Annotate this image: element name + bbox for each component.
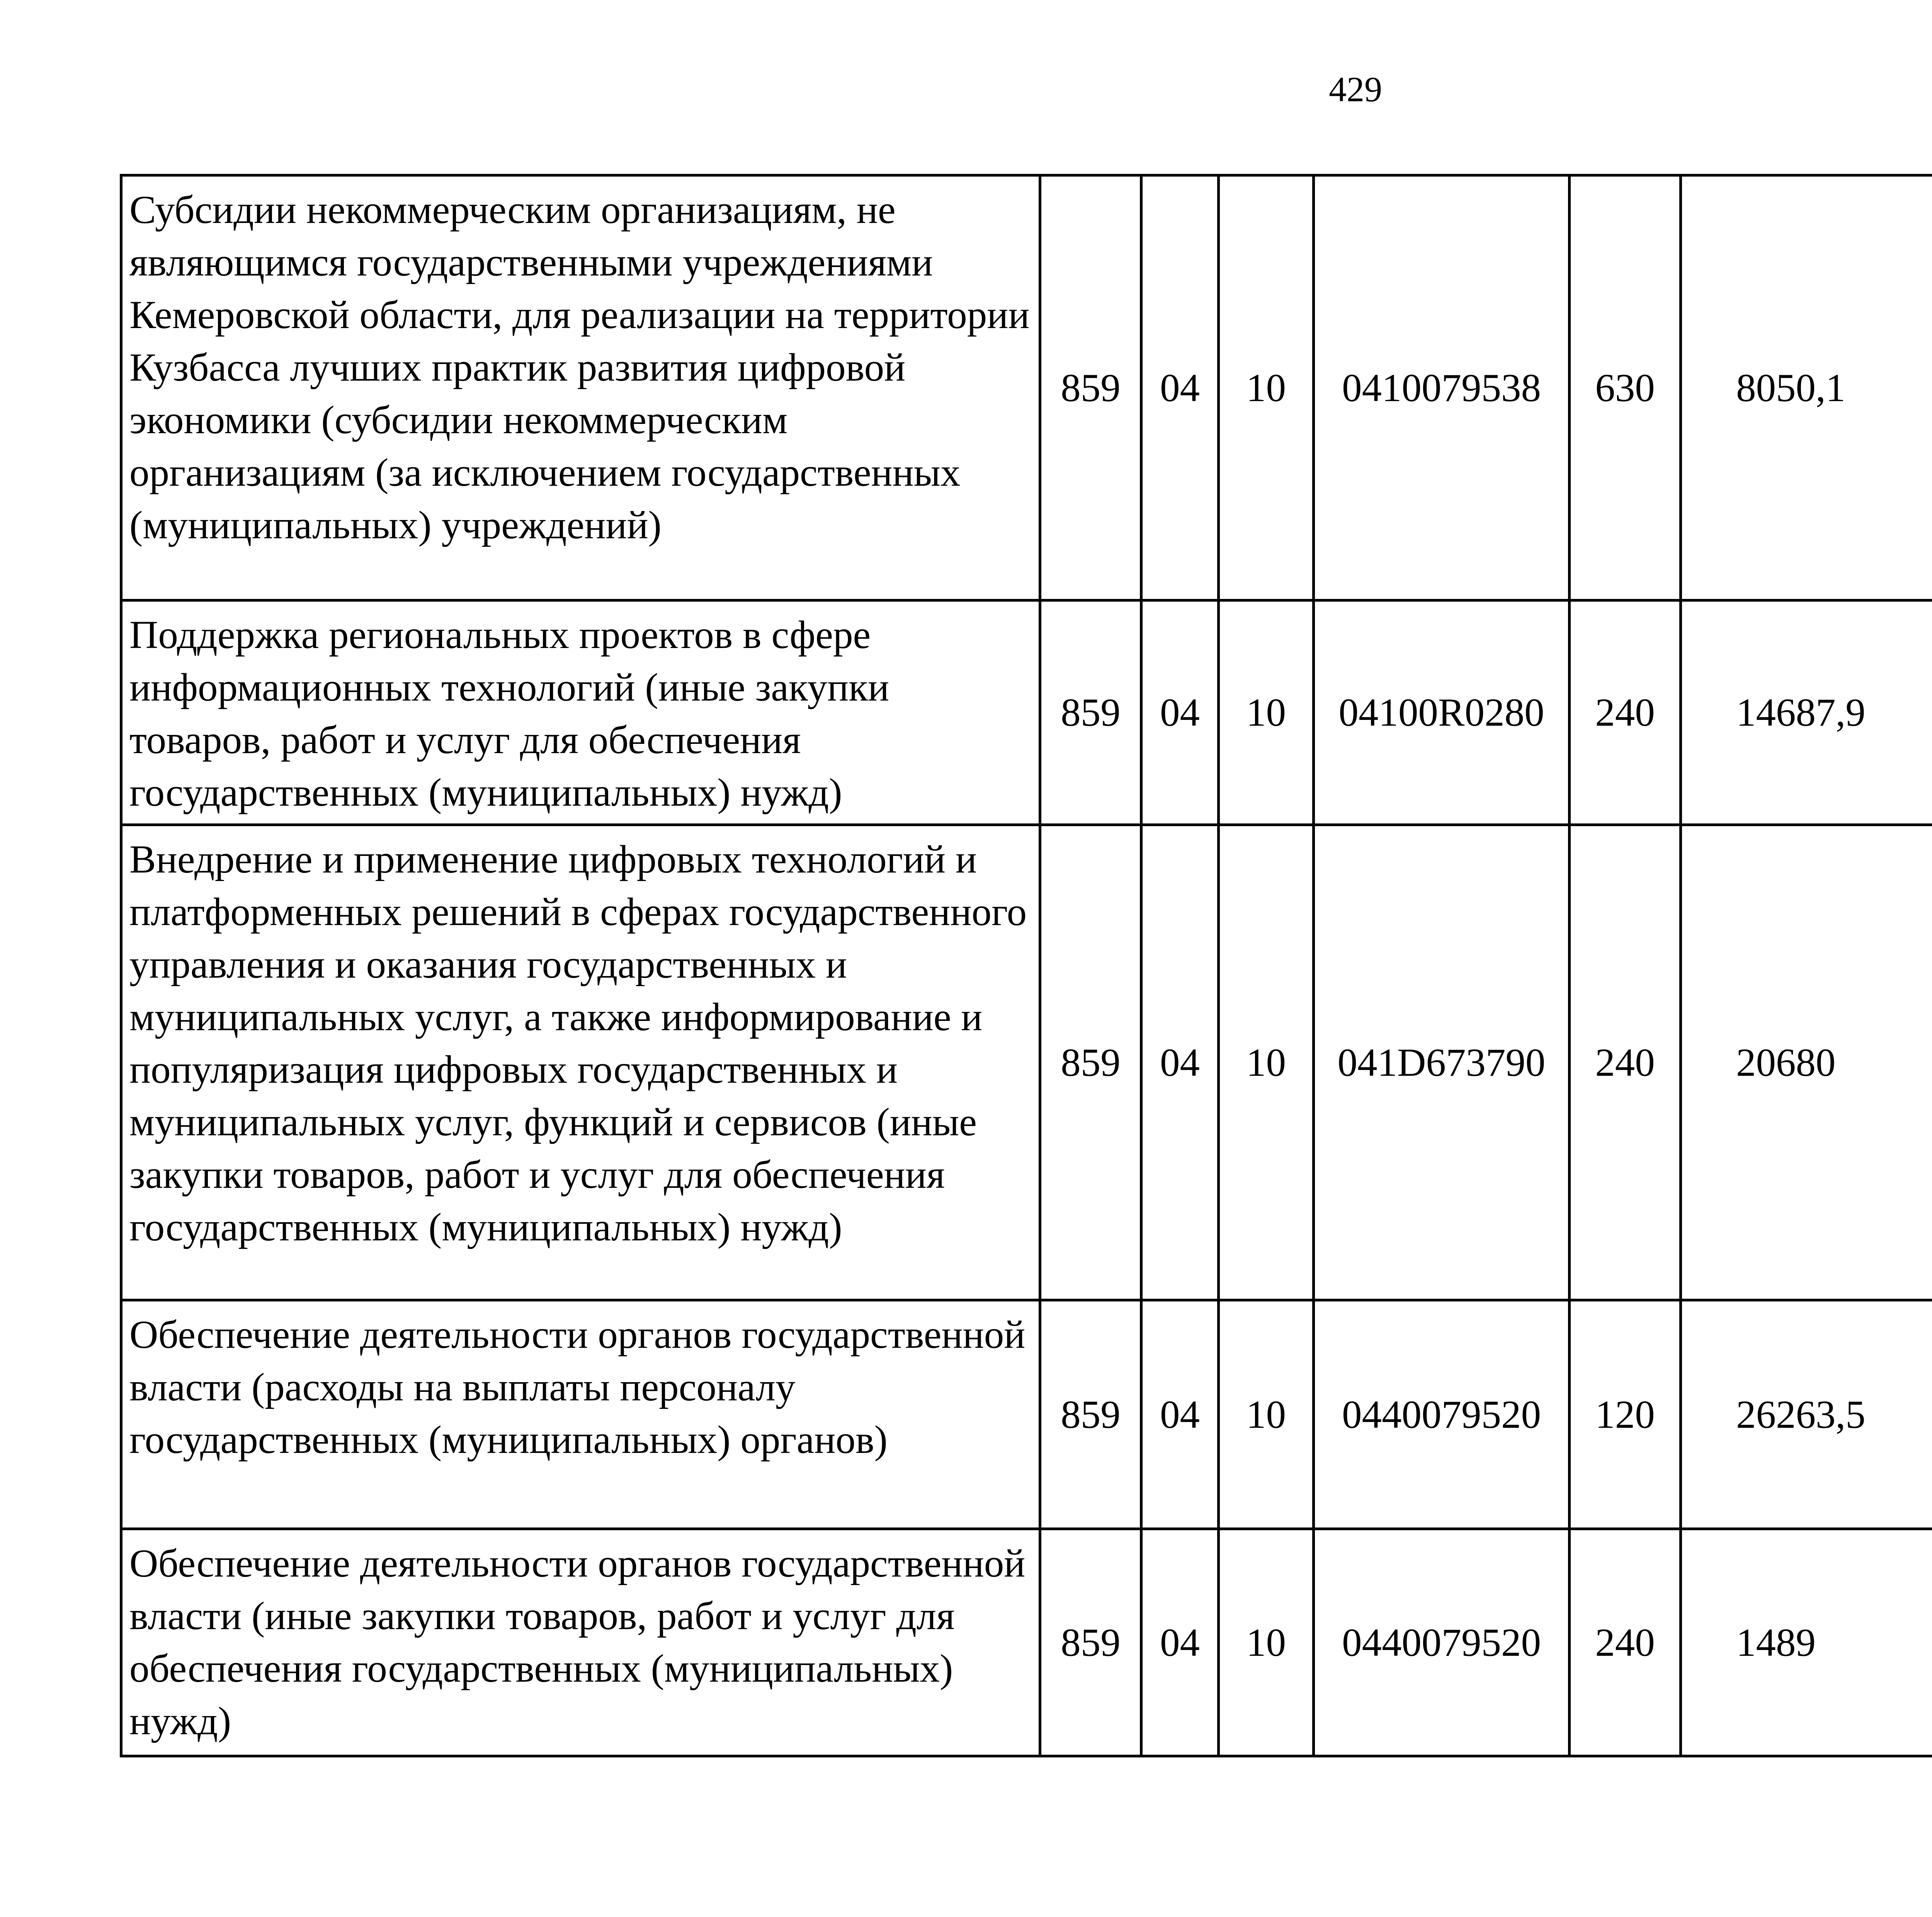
section-code: 04 [1141, 175, 1219, 600]
section-code: 04 [1141, 825, 1219, 1300]
amount-year-1: 14687,9 [1681, 600, 1932, 825]
subsection-code: 10 [1219, 1529, 1314, 1756]
budget-table [120, 174, 1932, 1757]
expense-type-code: 240 [1570, 1529, 1681, 1756]
target-article-code: 0410079538 [1314, 175, 1570, 600]
page-number: 429 [1329, 70, 1382, 109]
section-code: 04 [1141, 1300, 1219, 1529]
expense-type-code: 120 [1570, 1300, 1681, 1529]
row-description: Субсидии некоммерческим организациям, не являющимся государственными учреждениями Кемеровской области, для реализации на территории Кузбасса лучших практик развития цифровой экономики (субсидии некоммерческим организациям (за исключением государственных (муниципальных) учреждений) [121, 175, 1040, 600]
amount-year-1: 1489 [1681, 1529, 1932, 1756]
ministry-code: 859 [1040, 1300, 1141, 1529]
table-row [121, 175, 1932, 600]
row-description: Внедрение и применение цифровых технологий и платформенных решений в сферах государственного управления и оказания государственных и муниципальных услуг, а также информирование и популяризация цифровых государственных и муниципальных услуг, функций и сервисов (иные закупки товаров, работ и услуг для обеспечения государственных (муниципальных) нужд) [121, 825, 1040, 1300]
table-row [121, 600, 1932, 825]
section-code: 04 [1141, 1529, 1219, 1756]
subsection-code: 10 [1219, 825, 1314, 1300]
target-article-code: 0440079520 [1314, 1300, 1570, 1529]
row-description: Обеспечение деятельности органов государственной власти (иные закупки товаров, работ и услуг для обеспечения государственных (муниципальных) нужд) [121, 1529, 1040, 1756]
expense-type-code: 240 [1570, 600, 1681, 825]
row-description: Обеспечение деятельности органов государственной власти (расходы на выплаты персоналу государственных (муниципальных) органов) [121, 1300, 1040, 1529]
subsection-code: 10 [1219, 1300, 1314, 1529]
subsection-code: 10 [1219, 600, 1314, 825]
table-row [121, 1300, 1932, 1529]
ministry-code: 859 [1040, 175, 1141, 600]
expense-type-code: 630 [1570, 175, 1681, 600]
ministry-code: 859 [1040, 600, 1141, 825]
amount-year-1: 26263,5 [1681, 1300, 1932, 1529]
ministry-code: 859 [1040, 1529, 1141, 1756]
table-row [121, 825, 1932, 1300]
amount-year-1: 20680 [1681, 825, 1932, 1300]
table-row [121, 1529, 1932, 1756]
section-code: 04 [1141, 600, 1219, 825]
expense-type-code: 240 [1570, 825, 1681, 1300]
target-article-code: 0440079520 [1314, 1529, 1570, 1756]
target-article-code: 041D673790 [1314, 825, 1570, 1300]
amount-year-1: 8050,1 [1681, 175, 1932, 600]
row-description: Поддержка региональных проектов в сфере информационных технологий (иные закупки товаров, работ и услуг для обеспечения государственных (муниципальных) нужд) [121, 600, 1040, 825]
ministry-code: 859 [1040, 825, 1141, 1300]
subsection-code: 10 [1219, 175, 1314, 600]
target-article-code: 04100R0280 [1314, 600, 1570, 825]
